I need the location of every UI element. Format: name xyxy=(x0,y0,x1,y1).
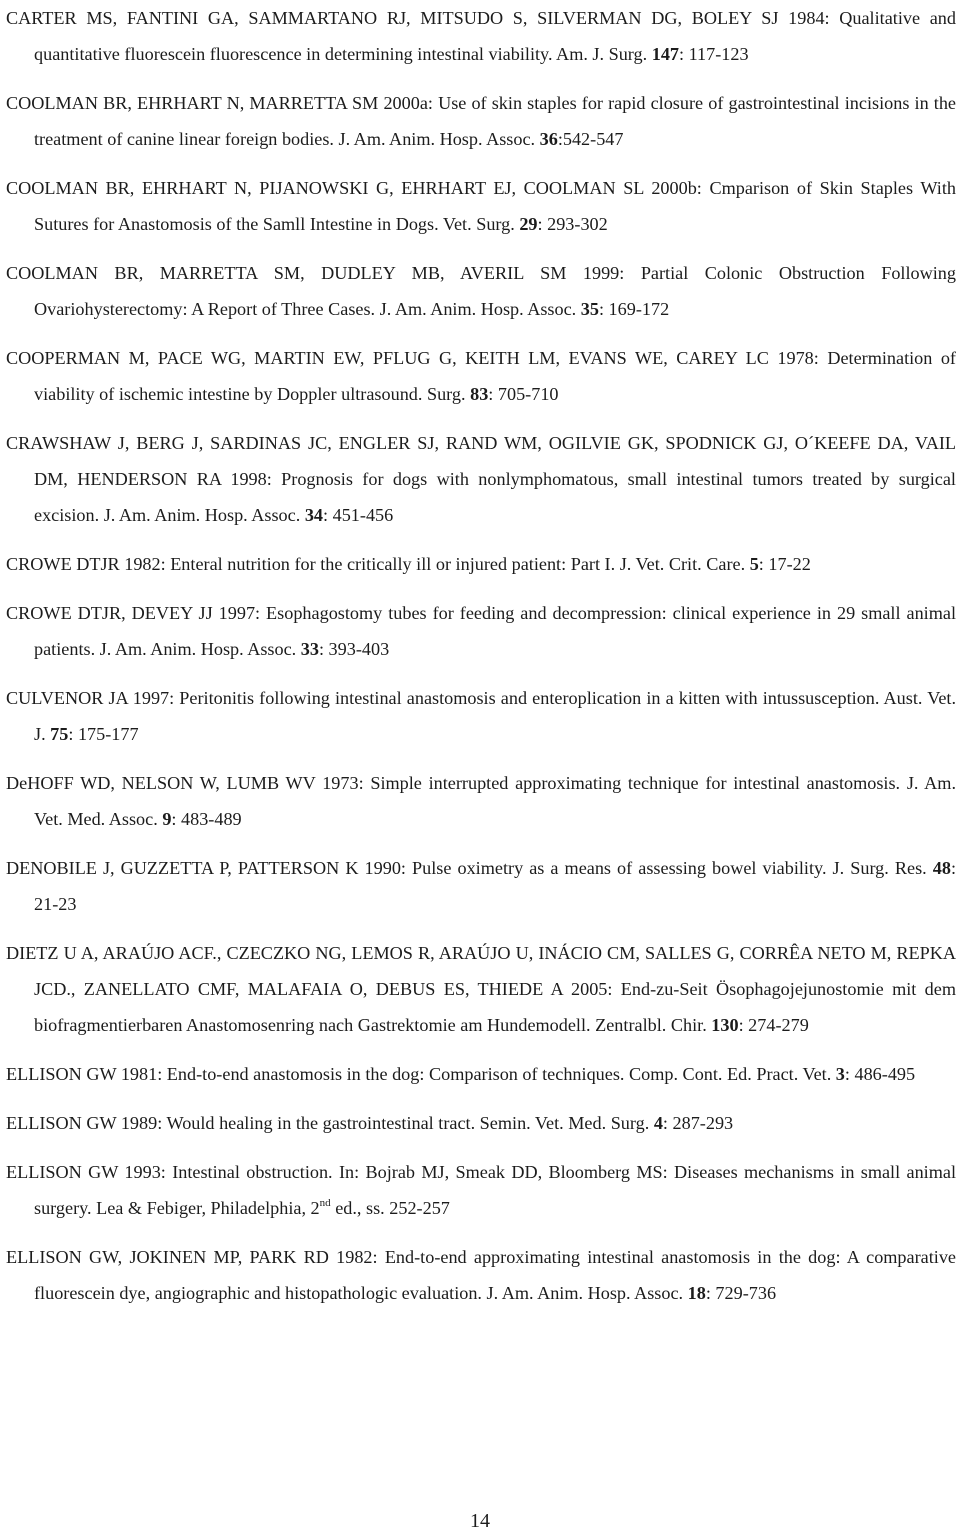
reference-text: COOLMAN BR, MARRETTA SM, DUDLEY MB, AVERIL SM 1999: Partial Colonic Obstruction Following Ovariohysterectomy: A Report of Three Cases. J. Am. Anim. Hosp. Assoc. xyxy=(6,263,956,319)
reference-volume: 34 xyxy=(304,505,323,525)
reference-entry xyxy=(6,170,956,242)
reference-text: CULVENOR JA 1997: Peritonitis following intestinal anastomosis and enteroplication in a kitten with intussusception. Aust. Vet. J. xyxy=(6,688,956,744)
reference-text: CARTER MS, FANTINI GA, SAMMARTANO RJ, MITSUDO S, SILVERMAN DG, BOLEY SJ 1984: Qualitative and quantitative fluorescein fluorescence in determining intestinal viability. Am. J. Surg. xyxy=(6,8,956,64)
reference-volume: 147 xyxy=(651,44,680,64)
reference-entry xyxy=(6,1056,956,1092)
reference-pages: : 705-710 xyxy=(488,384,559,404)
reference-volume: 33 xyxy=(300,639,319,659)
reference-pages: : 393-403 xyxy=(318,639,390,659)
reference-entry xyxy=(6,546,956,582)
reference-entry xyxy=(6,255,956,327)
reference-pages: : 287-293 xyxy=(662,1113,734,1133)
reference-text: CROWE DTJR 1982: Enteral nutrition for the critically ill or injured patient: Part I. J. Vet. Crit. Care. xyxy=(6,554,750,574)
reference-volume: 29 xyxy=(519,214,538,234)
reference-entry xyxy=(6,595,956,667)
reference-text: DeHOFF WD, NELSON W, LUMB WV 1973: Simple interrupted approximating technique for intestinal anastomosis. J. Am. Vet. Med. Assoc. xyxy=(6,773,956,829)
reference-pages: : 274-279 xyxy=(738,1015,809,1035)
reference-pages: : 21-23 xyxy=(34,858,956,914)
reference-pages: : 293-302 xyxy=(537,214,608,234)
reference-pages: : 117-123 xyxy=(679,44,749,64)
reference-text: ELLISON GW 1993: Intestinal obstruction. In: Bojrab MJ, Smeak DD, Bloomberg MS: Diseases mechanisms in small animal surgery. Lea & Febiger, Philadelphia, 2 xyxy=(6,1162,956,1218)
reference-entry xyxy=(6,1154,956,1226)
reference-pages: : 169-172 xyxy=(598,299,670,319)
reference-entry xyxy=(6,680,956,752)
reference-text: ELLISON GW 1981: End-to-end anastomosis in the dog: Comparison of techniques. Comp. Cont. Ed. Pract. Vet. xyxy=(6,1064,836,1084)
reference-volume: 83 xyxy=(470,384,489,404)
reference-volume: 75 xyxy=(50,724,69,744)
reference-list xyxy=(6,0,956,1311)
reference-text: CROWE DTJR, DEVEY JJ 1997: Esophagostomy tubes for feeding and decompression: clinical experience in 29 small animal patients. J. Am. Anim. Hosp. Assoc. xyxy=(6,603,956,659)
reference-volume: 3 xyxy=(835,1064,845,1084)
reference-volume: 36 xyxy=(539,129,558,149)
reference-superscript: nd xyxy=(319,1197,331,1209)
reference-pages: : 483-489 xyxy=(171,809,242,829)
reference-pages: : 486-495 xyxy=(844,1064,916,1084)
reference-pages: : 17-22 xyxy=(758,554,811,574)
reference-entry xyxy=(6,0,956,72)
reference-entry xyxy=(6,340,956,412)
reference-volume: 48 xyxy=(932,858,951,878)
reference-text: DIETZ U A, ARAÚJO ACF., CZECZKO NG, LEMOS R, ARAÚJO U, INÁCIO CM, SALLES G, CORRÊA NETO M, REPKA JCD., ZANELLATO CMF, MALAFAIA O, DEBUS ES, THIEDE A 2005: End-zu-Seit Ösophagojejunostomie mit dem biofragmentierbaren Anastomosenring nach Gastrektomie am Hundemodell. Zentralbl. Chir. xyxy=(6,943,956,1035)
reference-volume: 5 xyxy=(749,554,759,574)
page-number: 14 xyxy=(470,1510,490,1532)
reference-entry xyxy=(6,1239,956,1311)
reference-volume: 4 xyxy=(653,1113,663,1133)
reference-pages: : 729-736 xyxy=(705,1283,777,1303)
reference-entry xyxy=(6,85,956,157)
reference-volume: 130 xyxy=(711,1015,739,1035)
reference-text: ELLISON GW 1989: Would healing in the gastrointestinal tract. Semin. Vet. Med. Surg. xyxy=(6,1113,654,1133)
reference-entry xyxy=(6,850,956,922)
reference-text: COOLMAN BR, EHRHART N, PIJANOWSKI G, EHRHART EJ, COOLMAN SL 2000b: Cmparison of Skin Staples With Sutures for Anastomosis of the Samll Intestine in Dogs. Vet. Surg. xyxy=(6,178,956,234)
reference-pages: :542-547 xyxy=(557,129,624,149)
reference-entry xyxy=(6,765,956,837)
reference-pages: ed., ss. 252-257 xyxy=(330,1198,450,1218)
reference-entry xyxy=(6,1105,956,1141)
reference-text: COOLMAN BR, EHRHART N, MARRETTA SM 2000a: Use of skin staples for rapid closure of gastrointestinal incisions in the treatment of canine linear foreign bodies. J. Am. Anim. Hosp. Assoc. xyxy=(6,93,956,149)
reference-entry xyxy=(6,425,956,533)
reference-text: COOPERMAN M, PACE WG, MARTIN EW, PFLUG G, KEITH LM, EVANS WE, CAREY LC 1978: Determination of viability of ischemic intestine by Doppler ultrasound. Surg. xyxy=(6,348,956,404)
reference-volume: 9 xyxy=(162,809,172,829)
reference-pages: : 175-177 xyxy=(68,724,139,744)
reference-text: CRAWSHAW J, BERG J, SARDINAS JC, ENGLER SJ, RAND WM, OGILVIE GK, SPODNICK GJ, O´KEEFE DA, VAIL DM, HENDERSON RA 1998: Prognosis for dogs with nonlymphomatous, small intestinal tumors treated by surgical excision. J. Am. Anim. Hosp. Assoc. xyxy=(6,433,956,525)
reference-text: ELLISON GW, JOKINEN MP, PARK RD 1982: End-to-end approximating intestinal anastomosis in the dog: A comparative fluorescein dye, angiographic and histopathologic evaluation. J. Am. Anim. Hosp. Assoc. xyxy=(6,1247,956,1303)
reference-text: DENOBILE J, GUZZETTA P, PATTERSON K 1990: Pulse oximetry as a means of assessing bowel viability. J. Surg. Res. xyxy=(6,858,933,878)
reference-volume: 35 xyxy=(580,299,599,319)
reference-entry xyxy=(6,935,956,1043)
reference-volume: 18 xyxy=(687,1283,706,1303)
reference-pages: : 451-456 xyxy=(323,505,394,525)
